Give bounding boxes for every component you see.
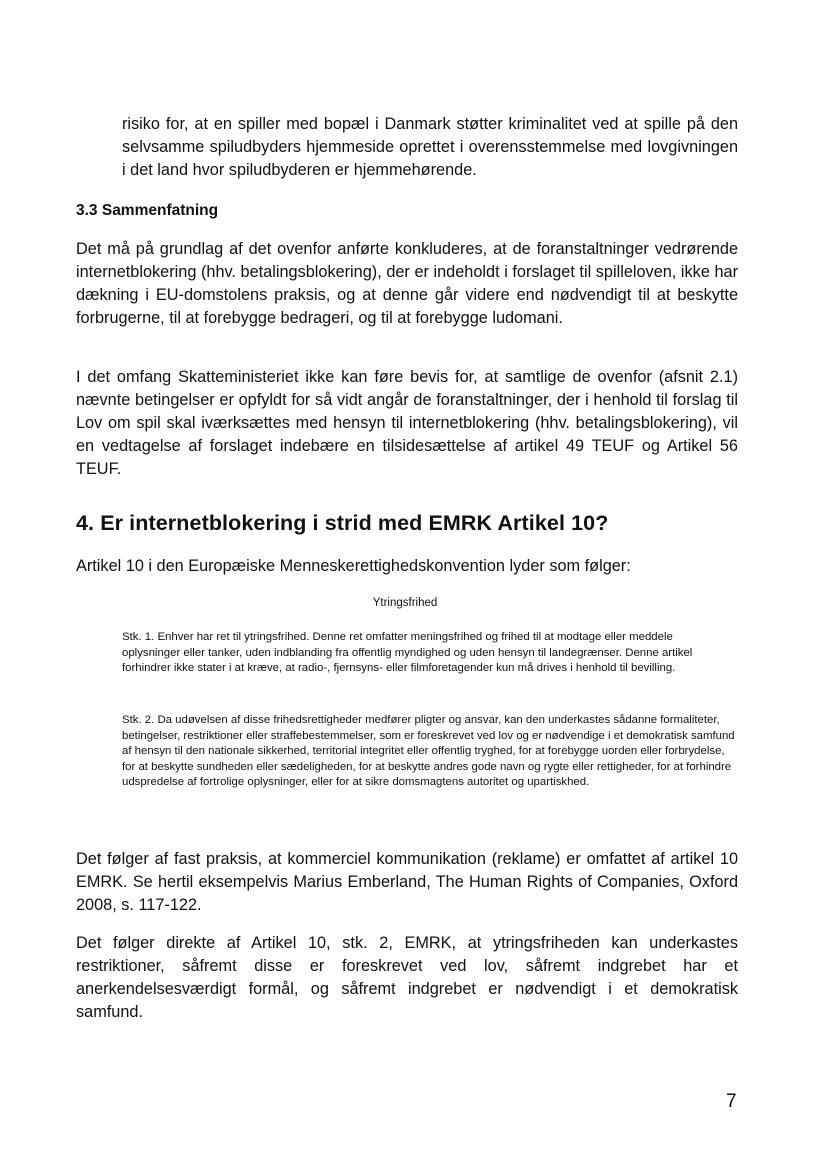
quote-title: Ytringsfrihed	[372, 597, 438, 609]
section-4-paragraph-1: Det følger af fast praksis, at kommerciel kommunikation (reklame) er omfattet af artikel 10 EMRK. Se hertil eksempelvis Marius Emberland, The Human Rights of Companies, Oxford 2008, s. 117-122.	[76, 850, 738, 914]
quote-stk-1: Stk. 1. Enhver har ret til ytringsfrihed. Denne ret omfatter meningsfrihed og frihed til at modtage eller meddele oplysninger eller tanker, uden indblanding fra offentlig myndighed og uden hensyn til landegrænser. Denne artikel forhindrer ikke stater i at kræve, at radio-, fjernsyns- eller filmforetagender kun må drives i henhold til bevilling.	[122, 631, 693, 674]
quote-stk-2: Stk. 2. Da udøvelsen af disse frihedsrettigheder medfører pligter og ansvar, kan den underkastes sådanne formaliteter, betingelser, restriktioner eller straffebestemmelser, som er foreskrevet ved lov og er nødvendige i et demokratisk samfund af hensyn til den nationale sikkerhed, territorial integritet eller offentlig tryghed, for at forebygge uorden eller forbrydelse, for at beskytte sundheden eller sædeligheden, for at beskytte andres gode navn og rygte eller rettigheder, for at forhindre udspredelse af fortrolige oplysninger, eller for at sikre domsmagtens autoritet og upartiskhed.	[122, 714, 735, 788]
page-number: 7	[726, 1091, 737, 1112]
section-4-heading: 4. Er internetblokering i strid med EMRK Artikel 10?	[76, 511, 609, 535]
section-4-intro: Artikel 10 i den Europæiske Menneskerettighedskonvention lyder som følger:	[76, 557, 631, 575]
section-3-3-paragraph-2: I det omfang Skatteministeriet ikke kan føre bevis for, at samtlige de ovenfor (afsnit 2.1) nævnte betingelser er opfyldt for så vidt angår de foranstaltninger, der i henhold til forslag til Lov om spil skal iværksættes med hensyn til internetblokering (hhv. betalingsblokering), vil en vedtagelse af forslaget indebære en tilsidesættelse af artikel 49 TEUF og Artikel 56 TEUF.	[76, 368, 738, 478]
section-3-3-heading: 3.3 Sammenfatning	[76, 202, 219, 219]
intro-paragraph: risiko for, at en spiller med bopæl i Danmark støtter kriminalitet ved at spille på den selvsamme spiludbyders hjemmeside oprettet i overensstemmelse med lovgivningen i det land hvor spiludbyderen er hjemmehørende.	[122, 115, 738, 179]
section-3-3-paragraph-1: Det må på grundlag af det ovenfor anførte konkluderes, at de foranstaltninger vedrørende internetblokering (hhv. betalingsblokering), der er indeholdt i forslaget til spilleloven, ikke har dækning i EU-domstolens praksis, og at denne går videre end nødvendigt til at beskytte forbrugerne, til at forebygge bedrageri, og til at forebygge ludomani.	[76, 240, 738, 327]
section-4-paragraph-2: Det følger direkte af Artikel 10, stk. 2, EMRK, at ytringsfriheden kan underkastes restriktioner, såfremt disse er foreskrevet ved lov, såfremt indgrebet har et anerkendelsesværdigt formål, og såfremt indgrebet er nødvendigt i et demokratisk samfund.	[76, 934, 738, 1021]
